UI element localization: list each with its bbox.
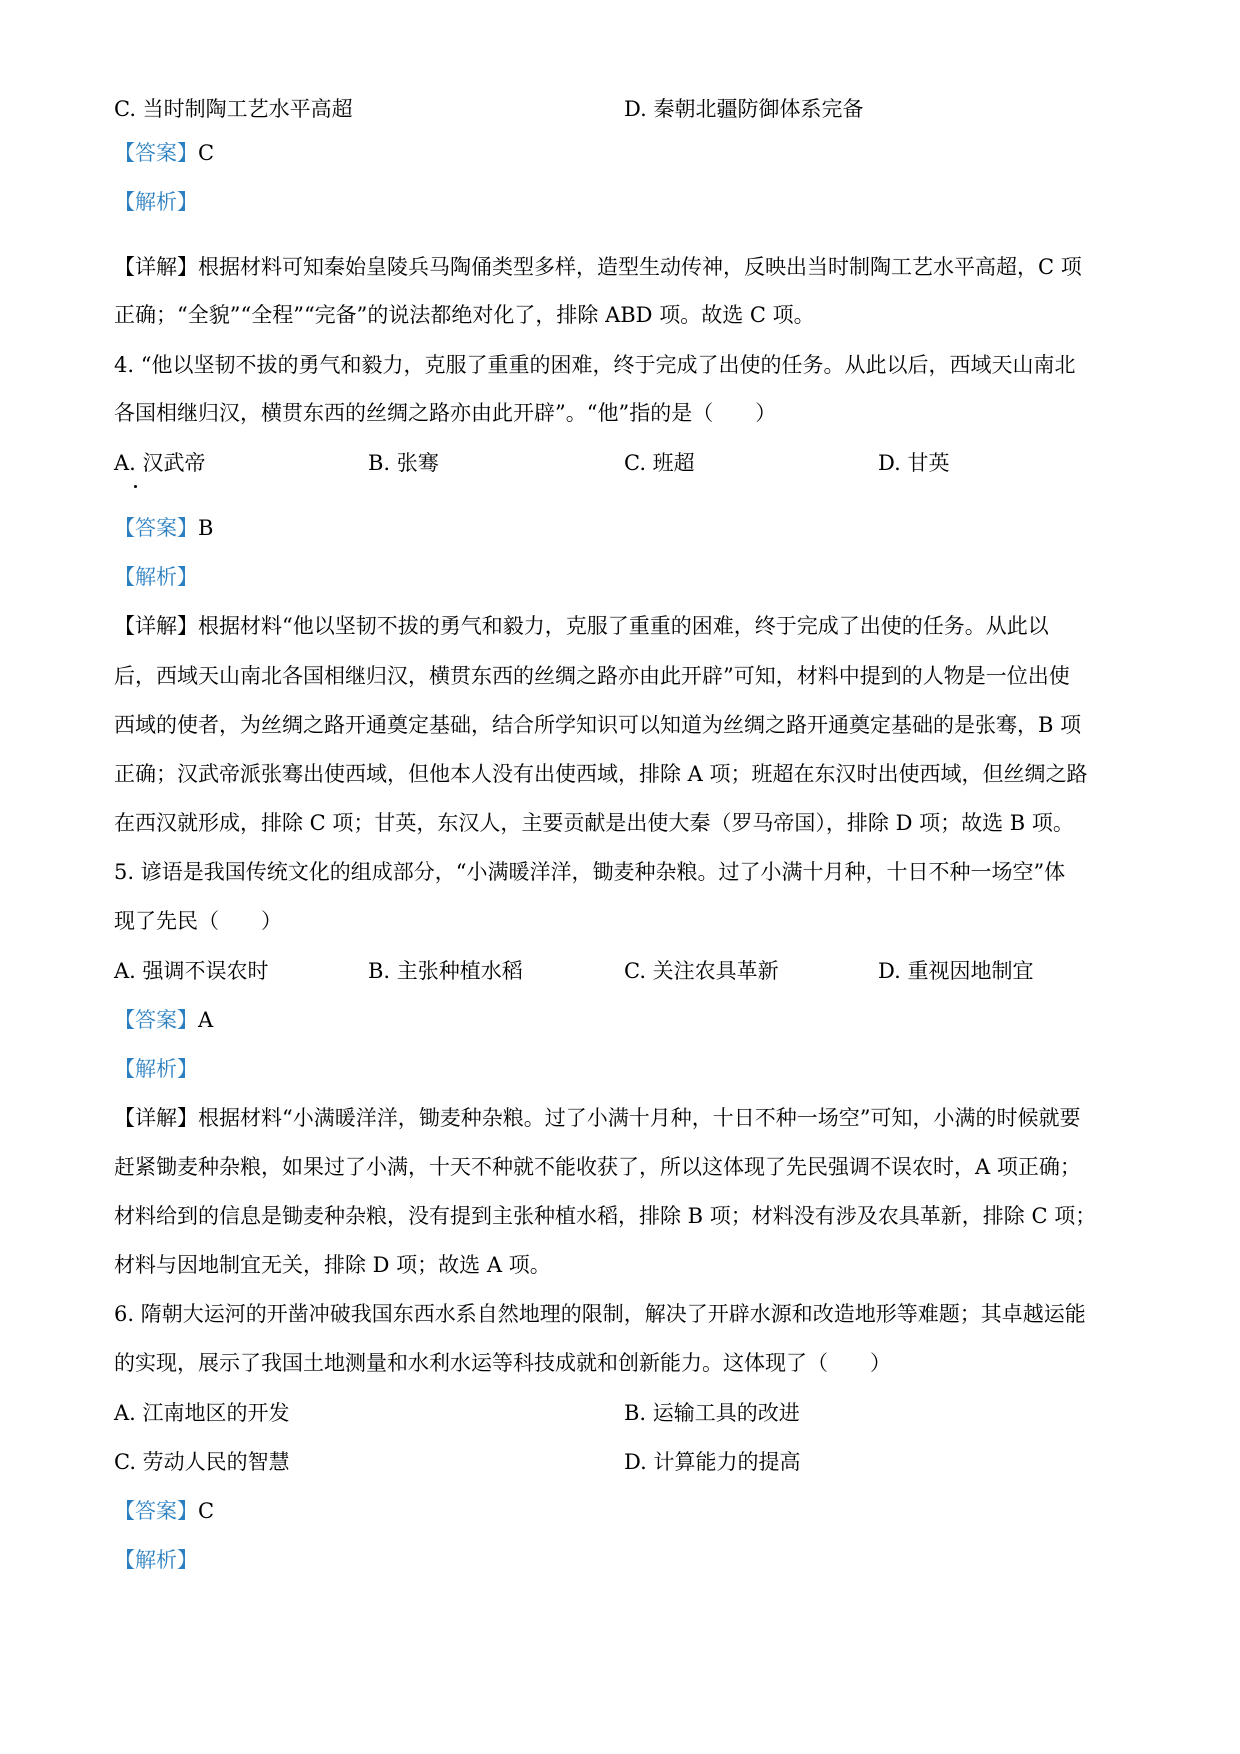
q6-option-b: B. 运输工具的改进 — [624, 1401, 800, 1425]
q4-detail-text-1: 根据材料“他以坚韧不拔的勇气和毅力，克服了重重的困难，终于完成了出使的任务。从此以 — [198, 614, 1049, 638]
q3-answer-line — [114, 138, 1134, 168]
q3-detail-line-2: 正确；“全貌”“全程”“完备”的说法都绝对化了，排除 ABD 项。故选 C 项。 — [114, 303, 815, 327]
q4-stem-line-1: 4. “他以坚韧不拔的勇气和毅力，克服了重重的困难，终于完成了出使的任务。从此以后，西域天山南北 — [114, 353, 1076, 377]
answer-tag: 【答案】 — [114, 1499, 198, 1523]
q3-detail-line-1 — [114, 252, 1134, 282]
q6-analysis-line — [114, 1545, 1134, 1575]
q5-answer: A — [198, 1008, 214, 1032]
q4-answer-line — [114, 513, 1134, 543]
q3-option-c: C. 当时制陶工艺水平高超 — [114, 97, 353, 121]
answer-tag: 【答案】 — [114, 1008, 198, 1032]
answer-tag: 【答案】 — [114, 516, 198, 540]
analysis-tag: 【解析】 — [114, 1548, 198, 1572]
detail-tag: 【详解】 — [114, 1106, 198, 1130]
q3-answer: C — [198, 141, 215, 165]
q4-detail-line-3: 西域的使者，为丝绸之路开通奠定基础，结合所学知识可以知道为丝绸之路开通奠定基础的是张骞，B 项 — [114, 713, 1082, 737]
q3-analysis-line — [114, 187, 1134, 217]
detail-tag: 【详解】 — [114, 255, 198, 279]
q4-analysis-line — [114, 562, 1134, 592]
q5-option-d: D. 重视因地制宜 — [878, 959, 1034, 983]
q6-stem-line-2: 的实现，展示了我国土地测量和水利水运等科技成就和创新能力。这体现了（ ） — [114, 1351, 891, 1375]
q5-option-c: C. 关注农具革新 — [624, 959, 779, 983]
analysis-tag: 【解析】 — [114, 565, 198, 589]
q5-stem-line-1: 5. 谚语是我国传统文化的组成部分，“小满暖洋洋，锄麦种杂粮。过了小满十月种，十日不种一场空”体 — [114, 860, 1066, 884]
analysis-tag: 【解析】 — [114, 190, 198, 214]
q6-answer-line — [114, 1496, 1134, 1526]
q3-detail-text-1: 根据材料可知秦始皇陵兵马陶俑类型多样，造型生动传神，反映出当时制陶工艺水平高超，C 项 — [198, 255, 1082, 279]
q4-option-c: C. 班超 — [624, 451, 695, 475]
q6-option-d: D. 计算能力的提高 — [624, 1450, 801, 1474]
q5-detail-line-3: 材料给到的信息是锄麦种杂粮，没有提到主张种植水稻，排除 B 项；材料没有涉及农具革新，排除 C 项； — [114, 1204, 1097, 1228]
q5-detail-line-2: 赶紧锄麦种杂粮，如果过了小满，十天不种就不能收获了，所以这体现了先民强调不误农时，A 项正确； — [114, 1155, 1081, 1179]
q4-detail-line-5: 在西汉就形成，排除 C 项；甘英，东汉人，主要贡献是出使大秦（罗马帝国），排除 D 项；故选 B 项。 — [114, 811, 1074, 835]
answer-tag: 【答案】 — [114, 141, 198, 165]
q5-detail-line-1 — [114, 1103, 1134, 1133]
q5-detail-line-4: 材料与因地制宜无关，排除 D 项；故选 A 项。 — [114, 1253, 551, 1277]
q6-answer: C — [198, 1499, 215, 1523]
q6-stem-line-1: 6. 隋朝大运河的开凿冲破我国东西水系自然地理的限制，解决了开辟水源和改造地形等难题；其卓越运能 — [114, 1302, 1086, 1326]
q4-detail-line-1 — [114, 611, 1134, 641]
q4-option-b: B. 张骞 — [368, 451, 439, 475]
q4-option-a: A. 汉武帝 — [114, 451, 206, 475]
q4-detail-line-2: 后，西域天山南北各国相继归汉，横贯东西的丝绸之路亦由此开辟”可知，材料中提到的人物是一位出使 — [114, 664, 1070, 688]
q4-detail-line-4: 正确；汉武帝派张骞出使西域，但他本人没有出使西域，排除 A 项；班超在东汉时出使西域，但丝绸之路 — [114, 762, 1088, 786]
q5-option-b: B. 主张种植水稻 — [368, 959, 523, 983]
q3-option-d: D. 秦朝北疆防御体系完备 — [624, 97, 864, 121]
q4-stem-line-2: 各国相继归汉，横贯东西的丝绸之路亦由此开辟”。“他”指的是（ ） — [114, 401, 777, 425]
q5-stem-line-2: 现了先民（ ） — [114, 909, 282, 933]
analysis-tag: 【解析】 — [114, 1057, 198, 1081]
emphasis-dot — [134, 485, 137, 488]
q5-detail-text-1: 根据材料“小满暖洋洋，锄麦种杂粮。过了小满十月种，十日不种一场空”可知，小满的时候就要 — [198, 1106, 1081, 1130]
q4-answer: B — [198, 516, 214, 540]
q6-option-c: C. 劳动人民的智慧 — [114, 1450, 290, 1474]
detail-tag: 【详解】 — [114, 614, 198, 638]
q5-option-a: A. 强调不误农时 — [114, 959, 269, 983]
q5-answer-line — [114, 1005, 1134, 1035]
q4-option-d: D. 甘英 — [878, 451, 950, 475]
q6-option-a: A. 江南地区的开发 — [114, 1401, 290, 1425]
q5-analysis-line — [114, 1054, 1134, 1084]
